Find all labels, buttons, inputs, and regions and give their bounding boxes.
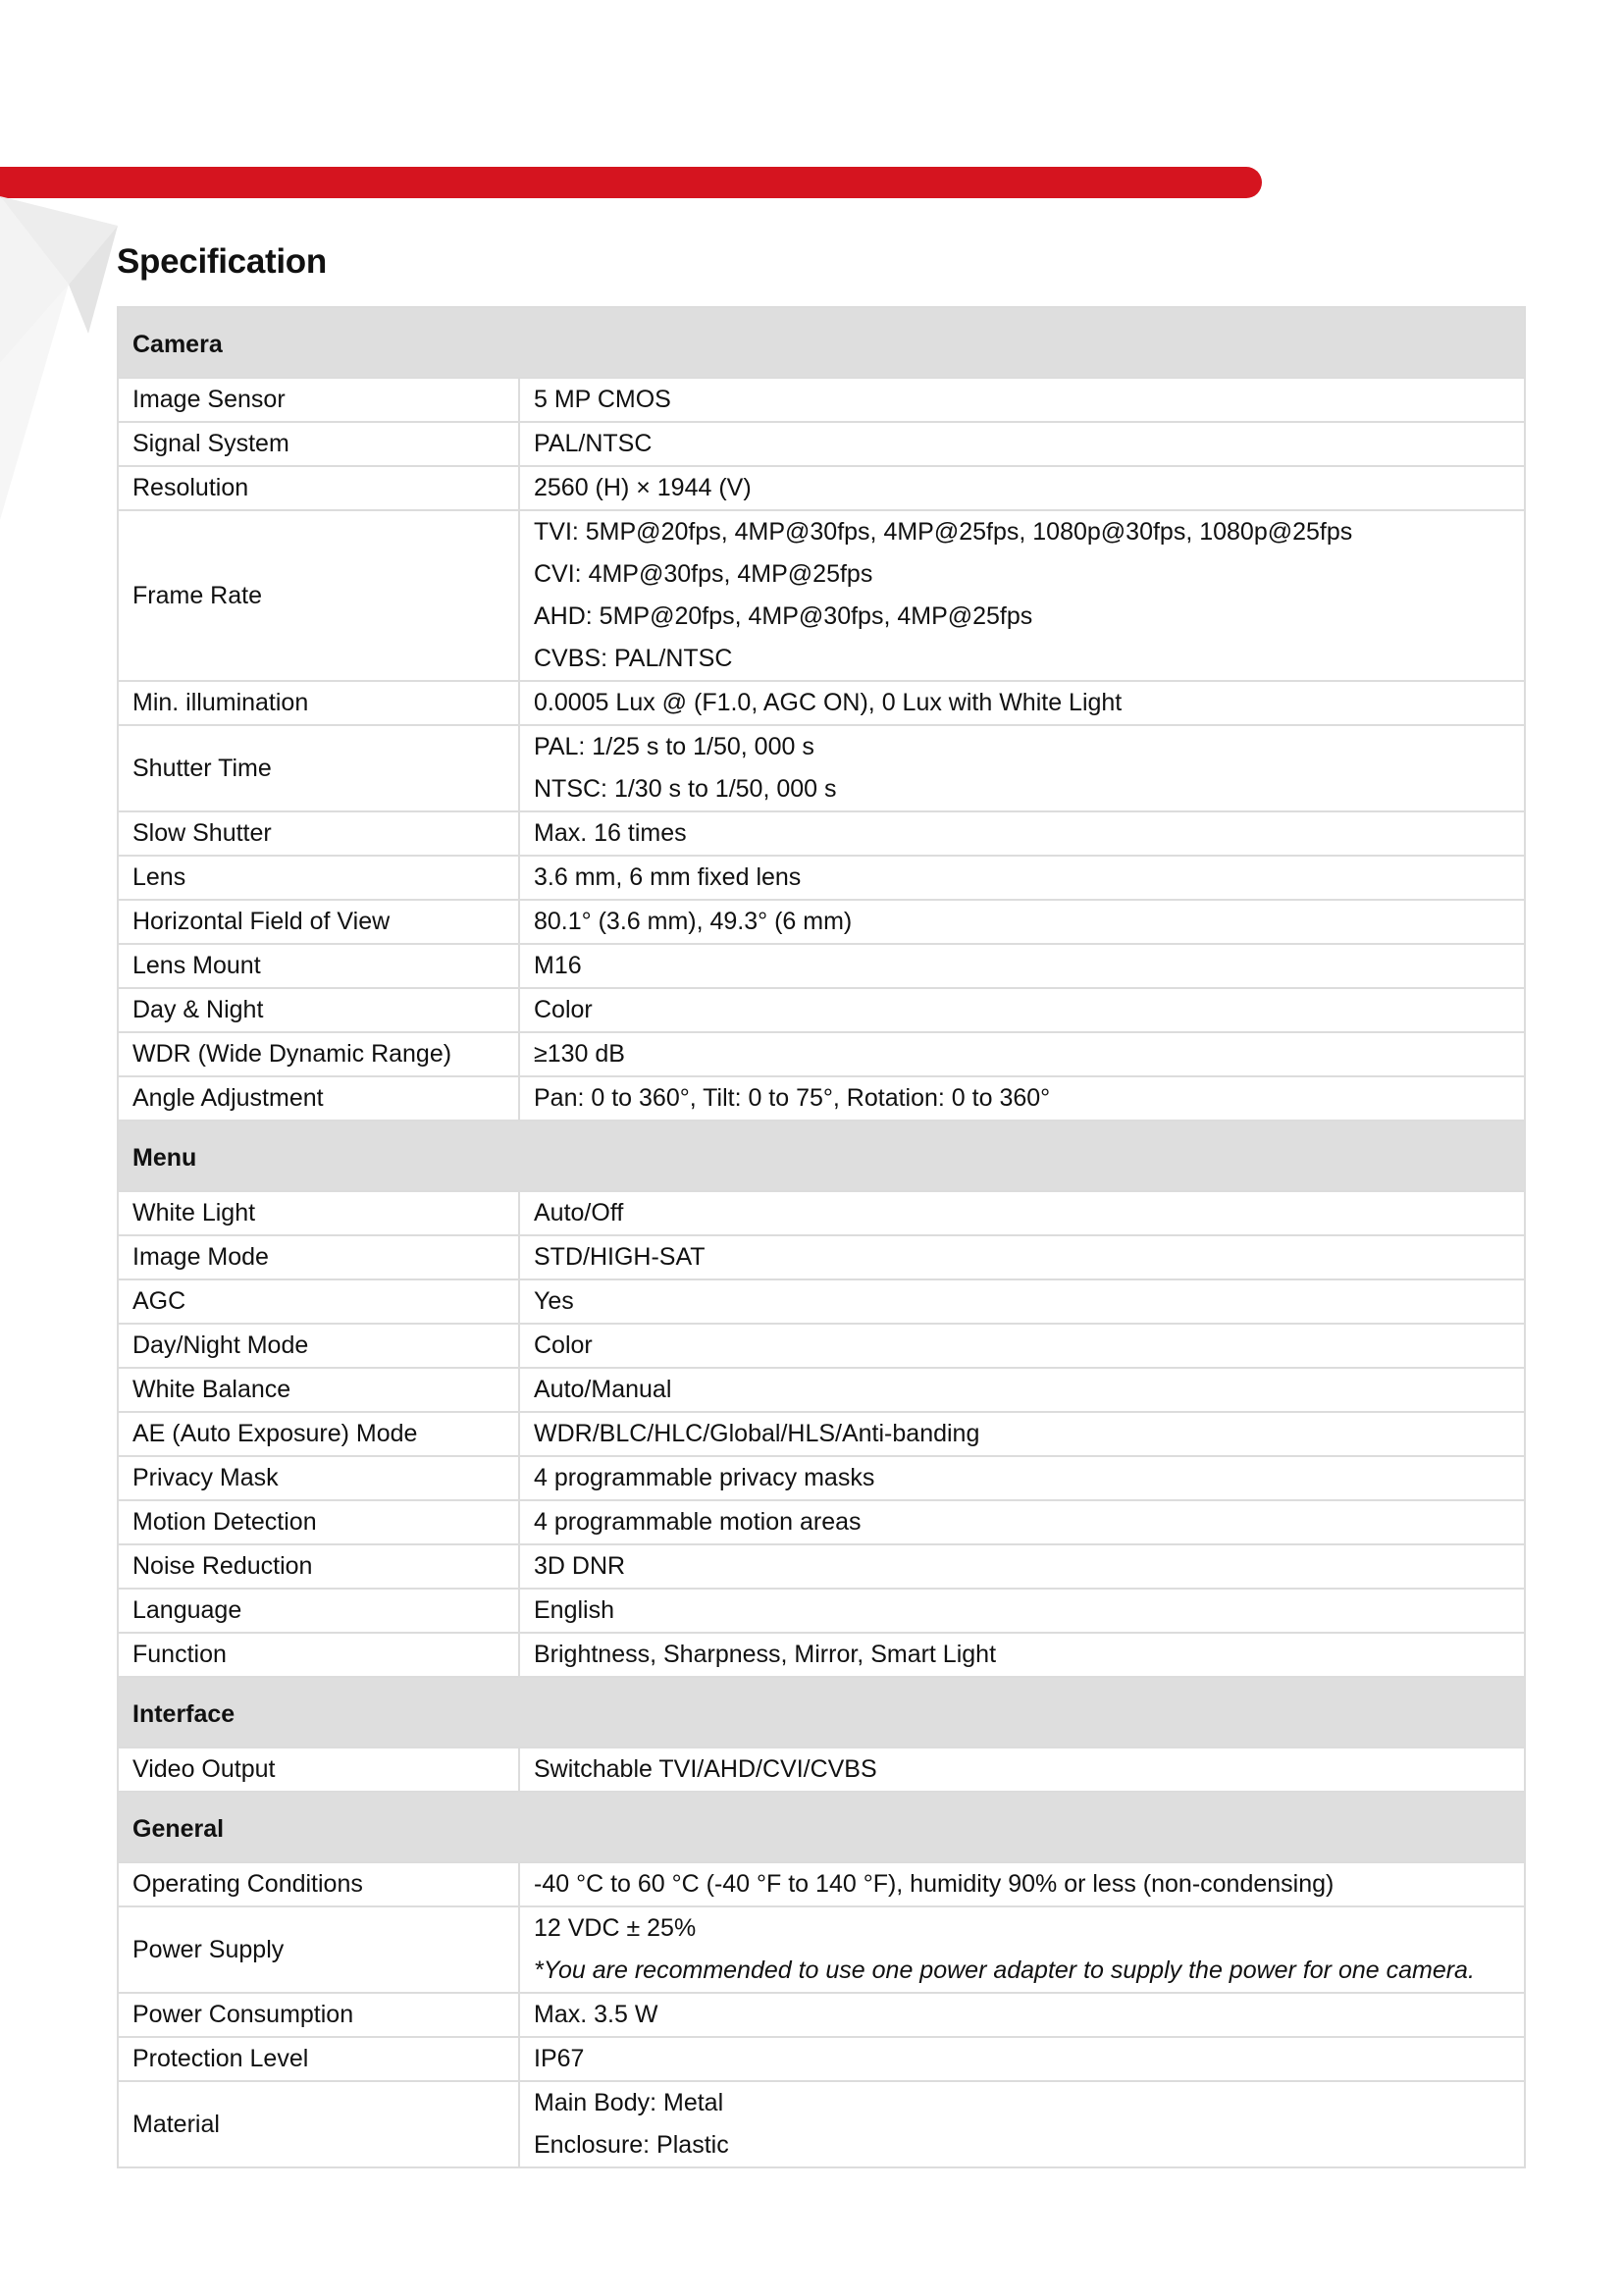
spec-value-line: Main Body: Metal: [534, 2089, 724, 2116]
spec-label: Signal System: [118, 422, 519, 466]
spec-row: [118, 681, 1525, 725]
spec-value: [519, 378, 1525, 422]
spec-value-line: Auto/Off: [534, 1199, 624, 1226]
spec-label: Lens Mount: [118, 944, 519, 988]
spec-value-line: Yes: [534, 1287, 574, 1315]
spec-label: Function: [118, 1633, 519, 1677]
spec-label: Privacy Mask: [118, 1456, 519, 1500]
spec-value: [519, 944, 1525, 988]
spec-value: [519, 422, 1525, 466]
spec-row: [118, 988, 1525, 1032]
spec-value-line: 12 VDC ± 25%: [534, 1914, 697, 1942]
spec-value: [519, 681, 1525, 725]
spec-value: [519, 2037, 1525, 2081]
spec-label: White Light: [118, 1191, 519, 1235]
spec-row: [118, 811, 1525, 856]
section-header-row: [118, 1677, 1525, 1748]
spec-value: [519, 1368, 1525, 1412]
spec-value-line: NTSC: 1/30 s to 1/50, 000 s: [534, 775, 837, 803]
spec-value-line: CVI: 4MP@30fps, 4MP@25fps: [534, 560, 873, 588]
spec-label: Language: [118, 1589, 519, 1633]
spec-value: [519, 1748, 1525, 1792]
spec-row: [118, 1191, 1525, 1235]
spec-value: [519, 1862, 1525, 1906]
decorative-triangles: [0, 196, 128, 530]
spec-value-line: Max. 3.5 W: [534, 2001, 658, 2028]
spec-value-line: *You are recommended to use one power adapter to supply the power for one camera.: [534, 1957, 1475, 1984]
spec-row: [118, 1076, 1525, 1121]
spec-value-line: -40 °C to 60 °C (-40 °F to 140 °F), humidity 90% or less (non-condensing): [534, 1870, 1335, 1898]
spec-label: Day & Night: [118, 988, 519, 1032]
spec-row: [118, 1279, 1525, 1324]
spec-value-line: Enclosure: Plastic: [534, 2131, 729, 2159]
spec-row: [118, 378, 1525, 422]
spec-label: Shutter Time: [118, 725, 519, 811]
spec-row: [118, 1906, 1525, 1993]
spec-label: Frame Rate: [118, 510, 519, 681]
spec-row: [118, 1324, 1525, 1368]
spec-row: [118, 944, 1525, 988]
spec-value-line: Color: [534, 996, 593, 1023]
spec-value: [519, 856, 1525, 900]
spec-label: Day/Night Mode: [118, 1324, 519, 1368]
spec-label: Lens: [118, 856, 519, 900]
spec-value: [519, 1993, 1525, 2037]
spec-row: [118, 725, 1525, 811]
spec-row: [118, 2037, 1525, 2081]
section-title: Menu: [118, 1121, 1525, 1191]
spec-value-line: CVBS: PAL/NTSC: [534, 645, 733, 672]
spec-value-line: IP67: [534, 2045, 585, 2072]
spec-label: Noise Reduction: [118, 1544, 519, 1589]
spec-row: [118, 1589, 1525, 1633]
spec-value: [519, 1191, 1525, 1235]
spec-value: [519, 988, 1525, 1032]
spec-value: [519, 1633, 1525, 1677]
spec-value: [519, 1235, 1525, 1279]
spec-value: [519, 510, 1525, 681]
spec-label: Video Output: [118, 1748, 519, 1792]
spec-value-line: TVI: 5MP@20fps, 4MP@30fps, 4MP@25fps, 1080p@30fps, 1080p@25fps: [534, 518, 1353, 546]
spec-value-line: Color: [534, 1331, 593, 1359]
spec-row: [118, 900, 1525, 944]
spec-label: Power Supply: [118, 1906, 519, 1993]
spec-value: [519, 1589, 1525, 1633]
spec-label: White Balance: [118, 1368, 519, 1412]
spec-label: Operating Conditions: [118, 1862, 519, 1906]
spec-value: [519, 811, 1525, 856]
spec-value: [519, 1032, 1525, 1076]
section-title: Interface: [118, 1677, 1525, 1748]
spec-row: [118, 510, 1525, 681]
spec-value-line: Pan: 0 to 360°, Tilt: 0 to 75°, Rotation: 0 to 360°: [534, 1084, 1051, 1112]
spec-row: [118, 1544, 1525, 1589]
spec-value-line: STD/HIGH-SAT: [534, 1243, 706, 1271]
spec-value: [519, 1906, 1525, 1993]
section-header-row: [118, 1121, 1525, 1191]
spec-label: WDR (Wide Dynamic Range): [118, 1032, 519, 1076]
spec-label: Image Sensor: [118, 378, 519, 422]
spec-value: [519, 1500, 1525, 1544]
header-red-bar: [0, 167, 1262, 198]
spec-row: [118, 422, 1525, 466]
spec-value-line: Switchable TVI/AHD/CVI/CVBS: [534, 1755, 877, 1783]
spec-label: Slow Shutter: [118, 811, 519, 856]
specification-table-body: [118, 307, 1525, 2167]
spec-row: [118, 1412, 1525, 1456]
spec-label: Material: [118, 2081, 519, 2167]
spec-value-line: AHD: 5MP@20fps, 4MP@30fps, 4MP@25fps: [534, 602, 1033, 630]
spec-value-line: ≥130 dB: [534, 1040, 625, 1068]
spec-label: Power Consumption: [118, 1993, 519, 2037]
spec-label: Angle Adjustment: [118, 1076, 519, 1121]
spec-value-line: 3D DNR: [534, 1552, 626, 1580]
spec-value-line: Auto/Manual: [534, 1376, 672, 1403]
spec-value: [519, 1279, 1525, 1324]
spec-value: [519, 2081, 1525, 2167]
spec-value: [519, 1076, 1525, 1121]
spec-label: Min. illumination: [118, 681, 519, 725]
spec-value-line: 4 programmable motion areas: [534, 1508, 862, 1536]
spec-value: [519, 1324, 1525, 1368]
spec-value: [519, 1456, 1525, 1500]
spec-label: Horizontal Field of View: [118, 900, 519, 944]
spec-row: [118, 1633, 1525, 1677]
spec-value-line: Max. 16 times: [534, 819, 687, 847]
section-header-row: [118, 1792, 1525, 1862]
spec-value-line: 80.1° (3.6 mm), 49.3° (6 mm): [534, 908, 853, 935]
spec-row: [118, 2081, 1525, 2167]
spec-label: Resolution: [118, 466, 519, 510]
section-title: Camera: [118, 307, 1525, 378]
spec-row: [118, 1456, 1525, 1500]
spec-label: Motion Detection: [118, 1500, 519, 1544]
spec-value-line: 3.6 mm, 6 mm fixed lens: [534, 863, 802, 891]
spec-value-line: 2560 (H) × 1944 (V): [534, 474, 752, 501]
spec-row: [118, 1235, 1525, 1279]
spec-row: [118, 1748, 1525, 1792]
spec-row: [118, 1368, 1525, 1412]
spec-row: [118, 1993, 1525, 2037]
spec-value: [519, 466, 1525, 510]
spec-label: Image Mode: [118, 1235, 519, 1279]
spec-row: [118, 1500, 1525, 1544]
spec-value-line: WDR/BLC/HLC/Global/HLS/Anti-banding: [534, 1420, 980, 1447]
spec-value-line: 0.0005 Lux @ (F1.0, AGC ON), 0 Lux with White Light: [534, 689, 1123, 716]
spec-value-line: PAL: 1/25 s to 1/50, 000 s: [534, 733, 814, 760]
spec-value-line: PAL/NTSC: [534, 430, 653, 457]
specification-table: [117, 306, 1526, 2168]
section-title: General: [118, 1792, 1525, 1862]
spec-value: [519, 1544, 1525, 1589]
spec-value-line: Brightness, Sharpness, Mirror, Smart Light: [534, 1641, 997, 1668]
spec-row: [118, 856, 1525, 900]
spec-value-line: 5 MP CMOS: [534, 386, 671, 413]
spec-value-line: English: [534, 1596, 614, 1624]
spec-value-line: 4 programmable privacy masks: [534, 1464, 875, 1491]
spec-label: Protection Level: [118, 2037, 519, 2081]
spec-row: [118, 1032, 1525, 1076]
spec-label: AGC: [118, 1279, 519, 1324]
page-title: Specification: [117, 242, 327, 281]
spec-value: [519, 725, 1525, 811]
spec-label: AE (Auto Exposure) Mode: [118, 1412, 519, 1456]
spec-value: [519, 1412, 1525, 1456]
spec-value: [519, 900, 1525, 944]
spec-row: [118, 1862, 1525, 1906]
section-header-row: [118, 307, 1525, 378]
spec-value-line: M16: [534, 952, 582, 979]
spec-row: [118, 466, 1525, 510]
